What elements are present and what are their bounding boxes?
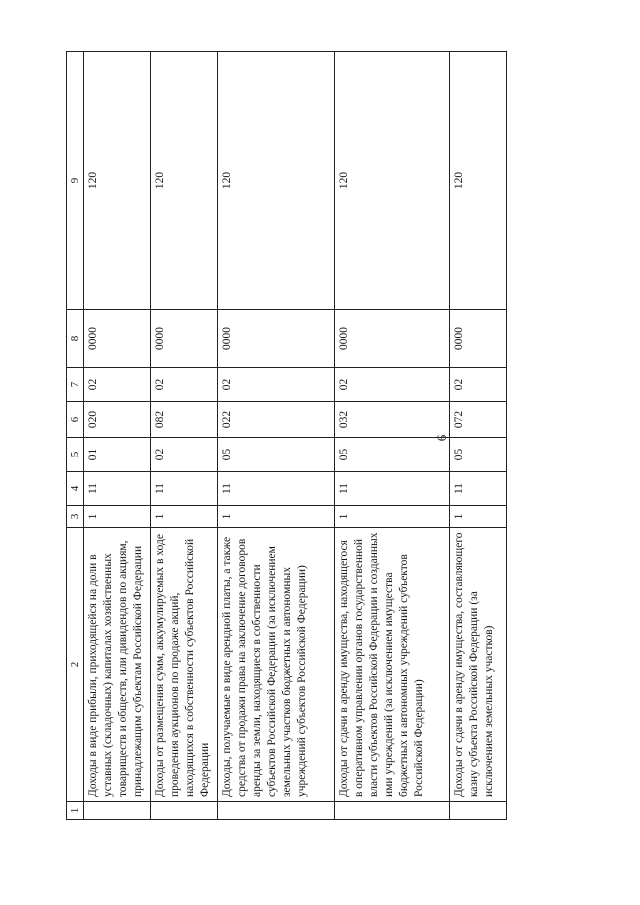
code-col-9: 120 — [218, 52, 335, 310]
code-col-5: 01 — [84, 438, 151, 472]
code-col-4: 11 — [218, 472, 335, 506]
code-col-5: 05 — [335, 438, 450, 472]
column-header-7: 7 — [67, 368, 84, 402]
column-header-9: 9 — [67, 52, 84, 310]
column-header-5: 5 — [67, 438, 84, 472]
code-col-9: 120 — [335, 52, 450, 310]
code-col-9: 120 — [84, 52, 151, 310]
code-col-7: 02 — [218, 368, 335, 402]
table-row — [218, 52, 335, 820]
column-header-1: 1 — [67, 802, 84, 820]
row-number-cell — [335, 802, 450, 820]
table-row — [151, 52, 218, 820]
column-header-3: 3 — [67, 506, 84, 528]
income-codes-table — [66, 51, 507, 820]
code-col-7: 02 — [335, 368, 450, 402]
table-header-row — [67, 52, 84, 820]
code-col-6: 032 — [335, 402, 450, 438]
row-number-cell — [450, 802, 507, 820]
code-col-3: 1 — [218, 506, 335, 528]
code-col-8: 0000 — [450, 310, 507, 368]
table-row — [84, 52, 151, 820]
page-number: 6 — [434, 434, 449, 442]
code-col-7: 02 — [450, 368, 507, 402]
row-number-cell — [218, 802, 335, 820]
code-col-4: 11 — [450, 472, 507, 506]
code-col-3: 1 — [335, 506, 450, 528]
column-header-8: 8 — [67, 310, 84, 368]
column-header-6: 6 — [67, 402, 84, 438]
code-col-6: 082 — [151, 402, 218, 438]
code-col-6: 072 — [450, 402, 507, 438]
column-header-2: 2 — [67, 528, 84, 802]
code-col-8: 0000 — [151, 310, 218, 368]
code-col-5: 05 — [450, 438, 507, 472]
income-description: Доходы, получаемые в виде арендной платы, а также средства от продажи права на заключение договоров аренды за земли, находящиеся в собственности субъектов Российской Федерации (за исключением земельных участков бюджетных и автономных учреждений субъектов Российской Федерации) — [218, 528, 335, 802]
code-col-8: 0000 — [84, 310, 151, 368]
row-number-cell — [84, 802, 151, 820]
column-header-4: 4 — [67, 472, 84, 506]
code-col-4: 11 — [84, 472, 151, 506]
code-col-8: 0000 — [335, 310, 450, 368]
income-description: Доходы в виде прибыли, приходящейся на доли в уставных (складочных) капиталах хозяйственных товариществ и обществ, или дивидендов по акциям, принадлежащим субъектам Российской Федерации — [84, 528, 151, 802]
income-description: Доходы от сдачи в аренду имущества, составляющего казну субъекта Российской Федерации (за исключением земельных участков) — [450, 528, 507, 802]
code-col-3: 1 — [151, 506, 218, 528]
code-col-9: 120 — [450, 52, 507, 310]
code-col-6: 022 — [218, 402, 335, 438]
income-description: Доходы от размещения сумм, аккумулируемых в ходе проведения аукционов по продаже акций, находящихся в собственности субъектов Российской Федерации — [151, 528, 218, 802]
code-col-6: 020 — [84, 402, 151, 438]
code-col-7: 02 — [84, 368, 151, 402]
code-col-9: 120 — [151, 52, 218, 310]
code-col-4: 11 — [151, 472, 218, 506]
table-row — [335, 52, 450, 820]
code-col-7: 02 — [151, 368, 218, 402]
code-col-8: 0000 — [218, 310, 335, 368]
code-col-3: 1 — [84, 506, 151, 528]
code-col-4: 11 — [335, 472, 450, 506]
code-col-3: 1 — [450, 506, 507, 528]
income-description: Доходы от сдачи в аренду имущества, находящегося в оперативном управлении органов государственной власти субъектов Российской Федерации и созданных ими учреждений (за исключением имущества бюджетных и автономных учреждений субъектов Российской Федерации) — [335, 528, 450, 802]
row-number-cell — [151, 802, 218, 820]
table-row — [450, 52, 507, 820]
income-codes-table-wrapper — [66, 52, 507, 820]
code-col-5: 05 — [218, 438, 335, 472]
code-col-5: 02 — [151, 438, 218, 472]
